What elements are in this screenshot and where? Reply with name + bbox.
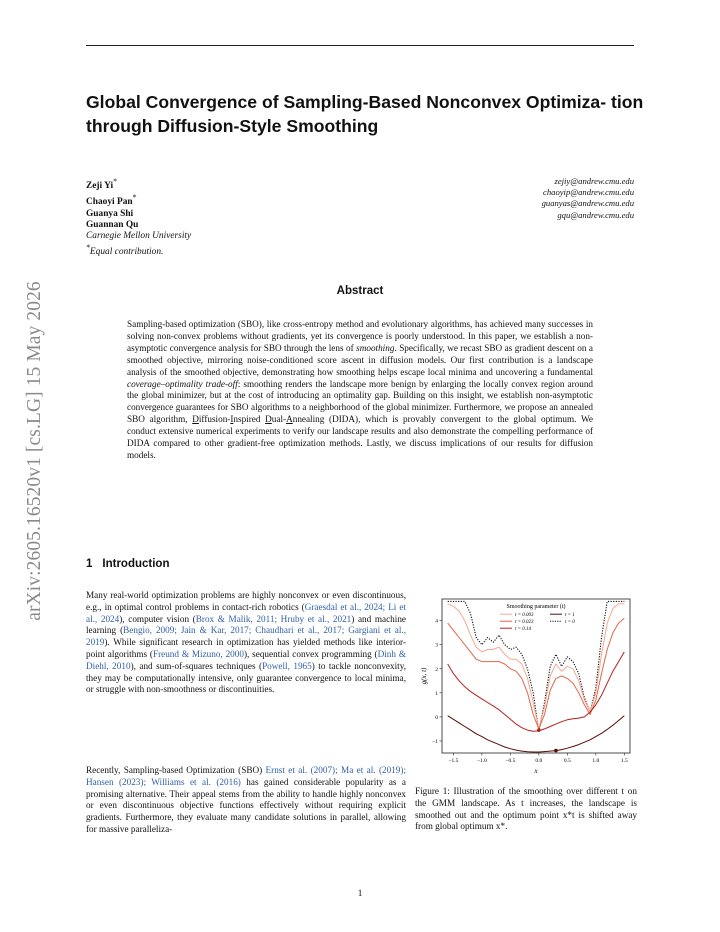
- author-email[interactable]: gqu@andrew.cmu.edu: [557, 209, 634, 220]
- citation-link[interactable]: Freund & Mizuno, 2000: [152, 648, 244, 659]
- legend-title: Smoothing parameter (t): [506, 604, 566, 610]
- series-line: [448, 601, 625, 731]
- author-name: Guannan Qu: [86, 219, 139, 230]
- email-block: [374, 176, 634, 221]
- citation-link[interactable]: Dinh & Diehl, 2010: [86, 648, 406, 671]
- legend-entry: t = 0: [565, 620, 575, 625]
- author-email[interactable]: guanyas@andrew.cmu.edu: [541, 198, 634, 209]
- abstract-heading: Abstract: [336, 285, 384, 297]
- affiliation: Carnegie Mellon University: [86, 231, 192, 242]
- x-tick-label: 0.5: [563, 758, 571, 764]
- x-tick-label: 1.0: [592, 758, 600, 764]
- citation-link[interactable]: Ernst et al. (2007); Ma et al. (2019); Hansen (2023); Williams et al. (2016): [86, 765, 406, 787]
- top-rule: [86, 45, 634, 46]
- legend-entry: t = 0.023: [515, 620, 534, 625]
- author-name: Zeji Yi*: [86, 177, 118, 192]
- intro-paragraph-2: Recently, Sampling-based Optimization (SBO) Ernst et al. (2007); Ma et al. (2019); Hansen (2023); Williams et al. (2016) has gained considerable popularity as a promising alternative. Their appeal stems from the ability to handle highly nonconvex or even discontinuous objective functions effectively without requiring explicit gradients. Furthermore, they evaluate many candidate solutions in parallel, allowing for massive paralleliza-: [86, 765, 406, 834]
- citation-link[interactable]: Powell, 1965: [262, 660, 312, 671]
- y-tick-label: −1: [432, 738, 438, 745]
- page-number: 1: [357, 888, 363, 898]
- y-tick-label: 2: [435, 666, 438, 673]
- author-name: Chaoyi Pan*: [86, 193, 137, 208]
- citation-link[interactable]: Brox & Malik, 2011; Hruby et al., 2021: [195, 613, 352, 624]
- y-tick-label: 3: [435, 642, 438, 649]
- abstract-text: Sampling-based optimization (SBO), like cross-entropy method and evolutionary algorithms, has achieved many successes in solving non-convex problems without gradients, yet its convergence is poorly understood. In this paper, we establish a non-asymptotic convergence analysis for SBO through the lens of smoothing. Specifically, we recast SBO as gradient descent on a smoothed objective, mirroring noise-conditioned score ascent in diffusion models. Our first contribution is a landscape analysis of the smoothed objective, demonstrating how smoothing helps escape local minima and uncovering a fundamental coverage–optimality trade-off: smoothing renders the landscape more benign by enlarging the locally convex region around the global minimizer, but at the cost of introducing an optimality gap. Building on this insight, we establish non-asymptotic convergence guarantees for SBO algorithms to a neighborhood of the global minimizer. Furthermore, we propose an annealed SBO algorithm, Diffusion-Inspired Dual-Annealing (DIDA), which is provably convergent to the global optimum. We conduct extensive numerical experiments to verify our landscape results and also demonstrate the compelling performance of DIDA compared to other gradient-free optimization methods. Lastly, we discuss implications of our results for diffusion models.: [127, 319, 594, 460]
- y-axis-label: g(x, t): [420, 667, 428, 685]
- legend-entry: t = 0.003: [515, 613, 534, 618]
- legend-entry: t = 1: [565, 613, 575, 618]
- x-tick-label: −1.0: [476, 758, 487, 764]
- legend-entry: t = 0.14: [515, 627, 532, 632]
- author-email[interactable]: zejiy@andrew.cmu.edu: [554, 176, 634, 186]
- y-tick-label: 1: [435, 690, 438, 697]
- smoothing-chart: [420, 595, 634, 775]
- author-email[interactable]: chaoyip@andrew.cmu.edu: [543, 187, 634, 198]
- x-tick-label: 0.0: [535, 758, 543, 764]
- paper-title: Global Convergence of Sampling-Based Nonconvex Optimiza- tion through Diffusion-Style Smoothing: [86, 92, 644, 136]
- author-block: [86, 176, 286, 259]
- equal-contribution-note: *Equal contribution.: [86, 243, 164, 258]
- arxiv-stamp-text: arXiv:2605.16520v1 [cs.LG] 15 May 2026: [24, 281, 45, 621]
- figure-1: [420, 595, 634, 775]
- x-axis-label: x: [534, 767, 538, 775]
- y-tick-label: 4: [435, 618, 438, 625]
- series-line: [448, 618, 625, 729]
- x-tick-label: −1.5: [448, 758, 459, 764]
- intro-paragraph-1: Many real-world optimization problems are highly nonconvex or even discontinuous, e.g., in optimal control problems in contact-rich robotics (Graesdal et al., 2024; Li et al., 2024), computer vision (Brox & Malik, 2011; Hruby et al., 2021) and machine learning (Bengio, 2009; Jain & Kar, 2017; Chaudhari et al., 2017; Gargiani et al., 2019). While significant research in optimization has yielded methods like interior-point algorithms (Freund & Mizuno, 2000), sequential convex programming (Dinh & Diehl, 2010), and sum-of-squares techniques (Powell, 1965) to tackle nonconvexity, they may be computationally intensive, only guarantee convergence to local minima, or struggle with non-smoothness or discontinuities.: [86, 590, 407, 695]
- section-heading: 1 Introduction: [86, 558, 170, 570]
- arxiv-stamp: [20, 256, 50, 646]
- figure-caption: Figure 1: Illustration of the smoothing over different t on the GMM landscape. As t increases, the landscape is smoothed out and the optimum point x*t is shifted away from global optimum x*.: [415, 786, 637, 832]
- optimum-marker: [537, 728, 541, 732]
- citation-link[interactable]: Bengio, 2009; Jain & Kar, 2017; Chaudhari et al., 2017; Gargiani et al., 2019: [86, 625, 406, 648]
- y-tick-label: 0: [435, 714, 438, 721]
- citation-link[interactable]: Graesdal et al., 2024; Li et al., 2024: [86, 601, 406, 624]
- x-tick-label: −0.5: [505, 758, 516, 764]
- optimum-marker: [554, 749, 558, 753]
- author-name: Guanya Shi: [86, 208, 134, 219]
- series-line: [448, 604, 625, 729]
- x-tick-label: 1.5: [620, 758, 628, 764]
